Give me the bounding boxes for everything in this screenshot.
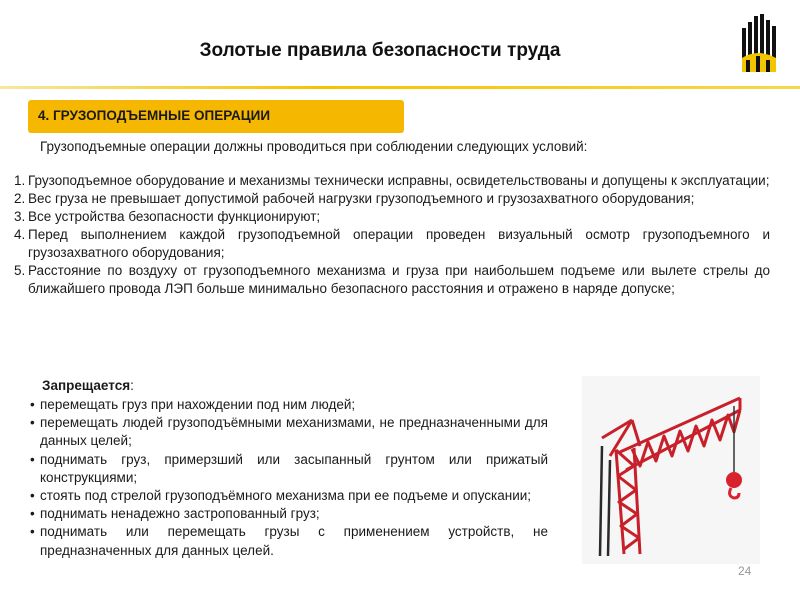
condition-text: Грузоподъемное оборудование и механизмы технически исправны, освидетельствованы и допущены к эксплуатации;: [28, 173, 770, 188]
prohibited-heading-text: Запрещается: [42, 378, 131, 393]
prohibited-item-text: перемещать груз при нахождении под ним людей;: [40, 397, 356, 412]
condition-text: Расстояние по воздуху от грузоподъемного механизма и груза при наибольшем подъеме или вылете стрелы до ближайшего провода ЛЭП больше минимально безопасного расстояния и отражено в наряде допуске;: [28, 263, 770, 296]
bullet-icon: •: [30, 451, 35, 467]
condition-text: Перед выполнением каждой грузоподъемной операции проведен визуальный осмотр грузоподъемного и грузозахватного оборудования;: [28, 227, 770, 260]
bullet-icon: •: [30, 524, 35, 540]
prohibited-item-text: поднимать ненадежно застропованный груз;: [40, 506, 320, 522]
bullet-icon: •: [30, 397, 35, 412]
prohibited-item: [30, 505, 548, 523]
condition-number: 1.: [14, 173, 26, 188]
condition-number: 5.: [14, 263, 26, 278]
intro-text: Грузоподъемные операции должны проводиться при соблюдении следующих условий:: [40, 139, 588, 154]
prohibited-item-text: стоять под стрелой грузоподъёмного механизма при ее подъеме и опускании;: [40, 488, 532, 504]
page-number: 24: [738, 564, 752, 578]
condition-number: 2.: [14, 191, 26, 206]
prohibited-item: [30, 487, 548, 505]
bullet-icon: •: [30, 415, 35, 431]
prohibited-item: [30, 396, 548, 414]
section-badge: [28, 100, 404, 133]
condition-item: [14, 262, 770, 298]
condition-item: [14, 172, 770, 190]
prohibited-item-text: перемещать людей грузоподъёмными механизмами, не предназначенными для данных целей;: [40, 415, 548, 449]
bullet-icon: •: [30, 506, 35, 522]
condition-number: 4.: [14, 227, 26, 242]
crane-icon: [582, 376, 760, 564]
section-title: 4. ГРУЗОПОДЪЕМНЫЕ ОПЕРАЦИИ: [38, 108, 271, 123]
condition-number: 3.: [14, 209, 26, 224]
prohibited-list: [30, 396, 548, 560]
prohibited-item-text: поднимать груз, примерзший или засыпанный грунтом или прижатый конструкциями;: [40, 451, 548, 485]
condition-text: Вес груза не превышает допустимой рабочей нагрузки грузоподъемного и грузозахватного оборудования;: [28, 191, 695, 206]
prohibited-item-text: поднимать или перемещать грузы с применением устройств, не предназначенных для данных целей.: [40, 524, 548, 558]
condition-item: [14, 208, 770, 226]
company-logo: [738, 12, 778, 74]
prohibited-item: [30, 414, 548, 450]
condition-item: [14, 226, 770, 262]
bullet-icon: •: [30, 488, 35, 504]
prohibited-heading-colon: :: [130, 378, 134, 393]
prohibited-heading: [42, 378, 134, 393]
conditions-list: [14, 172, 770, 298]
condition-text: Все устройства безопасности функционируют;: [28, 209, 321, 224]
crane-illustration: [582, 376, 760, 564]
page-title: Золотые правила безопасности труда: [199, 40, 561, 61]
prohibited-item: [30, 523, 548, 559]
condition-item: [14, 190, 770, 208]
header-divider: [0, 86, 800, 89]
prohibited-item: [30, 451, 548, 487]
